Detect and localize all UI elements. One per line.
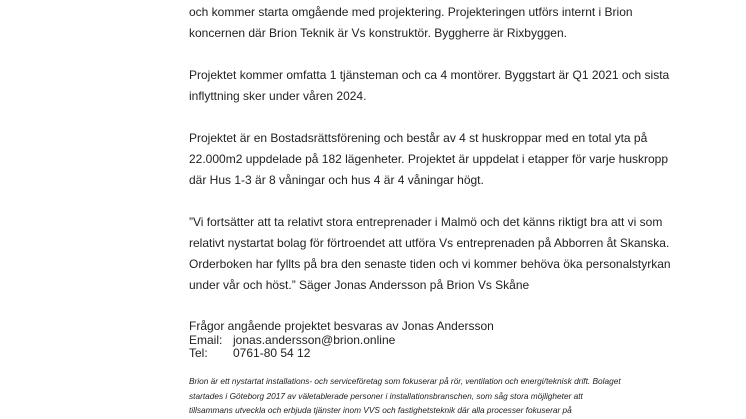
text-line: inflyttning sker under våren 2024.	[189, 89, 367, 103]
company-boilerplate	[189, 374, 719, 418]
email-link[interactable]: jonas.andersson@brion.online	[233, 332, 396, 347]
paragraph-project-scope	[189, 128, 729, 191]
text-line: 22.000m2 uppdelade på 182 lägenheter. Projektet är uppdelat i etapper för varje huskropp	[189, 152, 669, 166]
text-line: Orderboken har fyllts på bra den senaste tiden och vi kommer behöva öka personalstyrkan	[189, 257, 671, 271]
text-line: Projektet kommer omfatta 1 tjänsteman och ca 4 montörer. Byggstart är Q1 2021 och sista	[189, 68, 670, 82]
paragraph-quote	[189, 212, 729, 296]
contact-block	[189, 320, 494, 361]
text-line: Projektet är en Bostadsrättsförening och består av 4 st huskroppar med en total yta på	[189, 131, 648, 145]
paragraph-staffing	[189, 65, 729, 107]
boilerplate-line: Brion är ett nystartat installations- och serviceföretag som fokuserar på rör, ventilation och energi/teknisk drift. Bolaget	[189, 376, 621, 386]
contact-tel-row	[189, 347, 494, 361]
email-label: Email:	[189, 332, 223, 347]
text-line: koncernen där Brion Teknik är Vs konstruktör. Byggherre är Rixbyggen.	[189, 26, 567, 40]
text-line: relativt nystartat bolag för förtroendet att utföra Vs entreprenaden på Abborren åt Skanska.	[189, 236, 670, 250]
boilerplate-line: tillsammans utveckla och erbjuda tjänster inom VVS och fastighetsteknik där alla processer fokuserar på	[189, 405, 572, 415]
contact-intro: Frågor angående projektet besvaras av Jonas Andersson	[189, 319, 494, 333]
text-line: ”Vi fortsätter att ta relativt stora entreprenader i Malmö och det känns riktigt bra att vi som	[189, 215, 663, 229]
tel-value: 0761-80 54 12	[233, 346, 311, 360]
text-line: och kommer starta omgående med projektering. Projekteringen utförs internt i Brion	[189, 5, 633, 19]
tel-label: Tel:	[189, 346, 208, 360]
text-line: där Hus 1-3 är 8 våningar och hus 4 är 4 våningar högt.	[189, 173, 484, 187]
boilerplate-line: startades i Göteborg 2017 av väletablerade personer i installationsbranschen, som såg stora möjligheter att	[189, 390, 583, 401]
contact-email-row	[189, 334, 494, 348]
text-line: under vår och höst.” Säger Jonas Andersson på Brion Vs Skåne	[189, 278, 530, 292]
paragraph-design-start	[189, 2, 729, 44]
